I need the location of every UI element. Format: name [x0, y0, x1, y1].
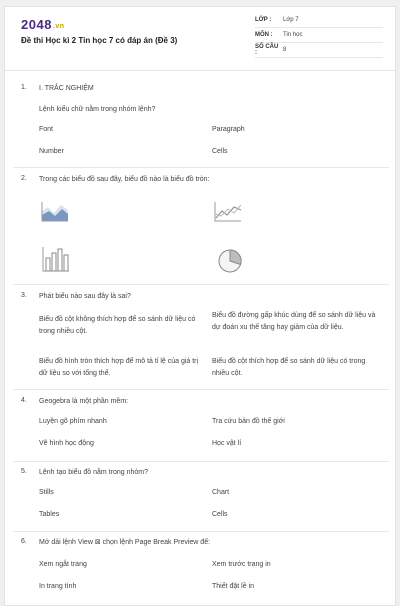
- header: [5, 7, 395, 71]
- question-number: 1.: [21, 84, 27, 91]
- answer-option[interactable]: In trang tính: [39, 583, 77, 590]
- meta-row-subject: [255, 28, 383, 43]
- section-title: I. TRẮC NGHIỆM: [39, 85, 94, 92]
- answer-option[interactable]: Xem ngắt trang: [39, 561, 87, 568]
- divider: [13, 167, 389, 168]
- question-stem: Mở dải lệnh View ⊠ chọn lệnh Page Break Preview để:: [39, 539, 211, 546]
- question-stem: Trong các biểu đồ sau đây, biểu đồ nào là biểu đồ tròn:: [39, 176, 210, 183]
- answer-option[interactable]: Vẽ hình học động: [39, 440, 94, 447]
- question-stem: Lệnh kiểu chữ nằm trong nhóm lệnh?: [39, 106, 156, 113]
- question-number: 2.: [21, 175, 27, 182]
- meta-value: 8: [283, 47, 287, 53]
- exam-page: [4, 6, 396, 606]
- answer-option[interactable]: Cells: [212, 511, 228, 518]
- meta-table: [255, 13, 383, 58]
- divider: [13, 389, 389, 390]
- meta-value: Lớp 7: [283, 17, 299, 23]
- answer-option[interactable]: Xem trước trang in: [212, 561, 271, 568]
- divider: [13, 531, 389, 532]
- answer-option[interactable]: Biểu đồ cột thích hợp để so sánh dữ liệu có trong nhiều cột.: [212, 358, 366, 377]
- answer-option[interactable]: Font: [39, 126, 54, 133]
- meta-key: SỐ CÂU :: [255, 44, 279, 56]
- answer-option[interactable]: Luyện gõ phím nhanh: [39, 418, 107, 425]
- area-chart-icon[interactable]: [39, 199, 71, 230]
- site-logo[interactable]: [21, 17, 65, 32]
- meta-key: LỚP :: [255, 17, 272, 23]
- divider: [13, 284, 389, 285]
- answer-option[interactable]: Tables: [39, 511, 60, 518]
- answer-option[interactable]: Thiết đặt lề in: [212, 583, 255, 590]
- meta-value: Tin học: [283, 32, 303, 38]
- question-number: 6.: [21, 538, 27, 545]
- answer-option[interactable]: Paragraph: [212, 126, 245, 133]
- pie-chart-icon[interactable]: [216, 247, 244, 280]
- question-number: 4.: [21, 397, 27, 404]
- question-stem: Phát biểu nào sau đây là sai?: [39, 293, 131, 300]
- answer-option[interactable]: Cells: [212, 148, 228, 155]
- answer-option[interactable]: Biểu đồ hình tròn thích hợp để mô tả tỉ lệ của giá trị dữ liệu so với tổng thể.: [39, 358, 199, 377]
- document-title: Đề thi Học kì 2 Tin học 7 có đáp án (Đề 3): [21, 36, 178, 45]
- question-number: 5.: [21, 468, 27, 475]
- meta-row-count: [255, 43, 383, 58]
- answer-option[interactable]: Học vật lí: [212, 440, 242, 447]
- bar-chart-icon[interactable]: [41, 245, 71, 278]
- answer-option[interactable]: Biểu đồ cột không thích hợp để so sánh dữ liệu có trong nhiều cột.: [39, 316, 196, 335]
- logo-brand: 2048: [21, 17, 52, 32]
- question-number: 3.: [21, 292, 27, 299]
- question-stem: Lệnh tạo biểu đồ nằm trong nhóm?: [39, 469, 148, 476]
- meta-row-class: [255, 13, 383, 28]
- answer-option[interactable]: Biểu đồ đường gấp khúc dùng để so sánh dữ liệu và dự đoán xu thế tăng hay giảm của dữ liệu.: [212, 312, 376, 331]
- answer-option[interactable]: Stills: [39, 489, 54, 496]
- answer-option[interactable]: Number: [39, 148, 64, 155]
- answer-option[interactable]: Chart: [212, 489, 230, 496]
- meta-key: MÔN :: [255, 32, 273, 38]
- answer-option[interactable]: Tra cứu bản đồ thế giới: [212, 418, 285, 425]
- logo-suffix: .vn: [52, 23, 65, 30]
- divider: [13, 461, 389, 462]
- line-chart-icon[interactable]: [212, 199, 244, 230]
- question-stem: Geogebra là một phần mềm:: [39, 398, 129, 405]
